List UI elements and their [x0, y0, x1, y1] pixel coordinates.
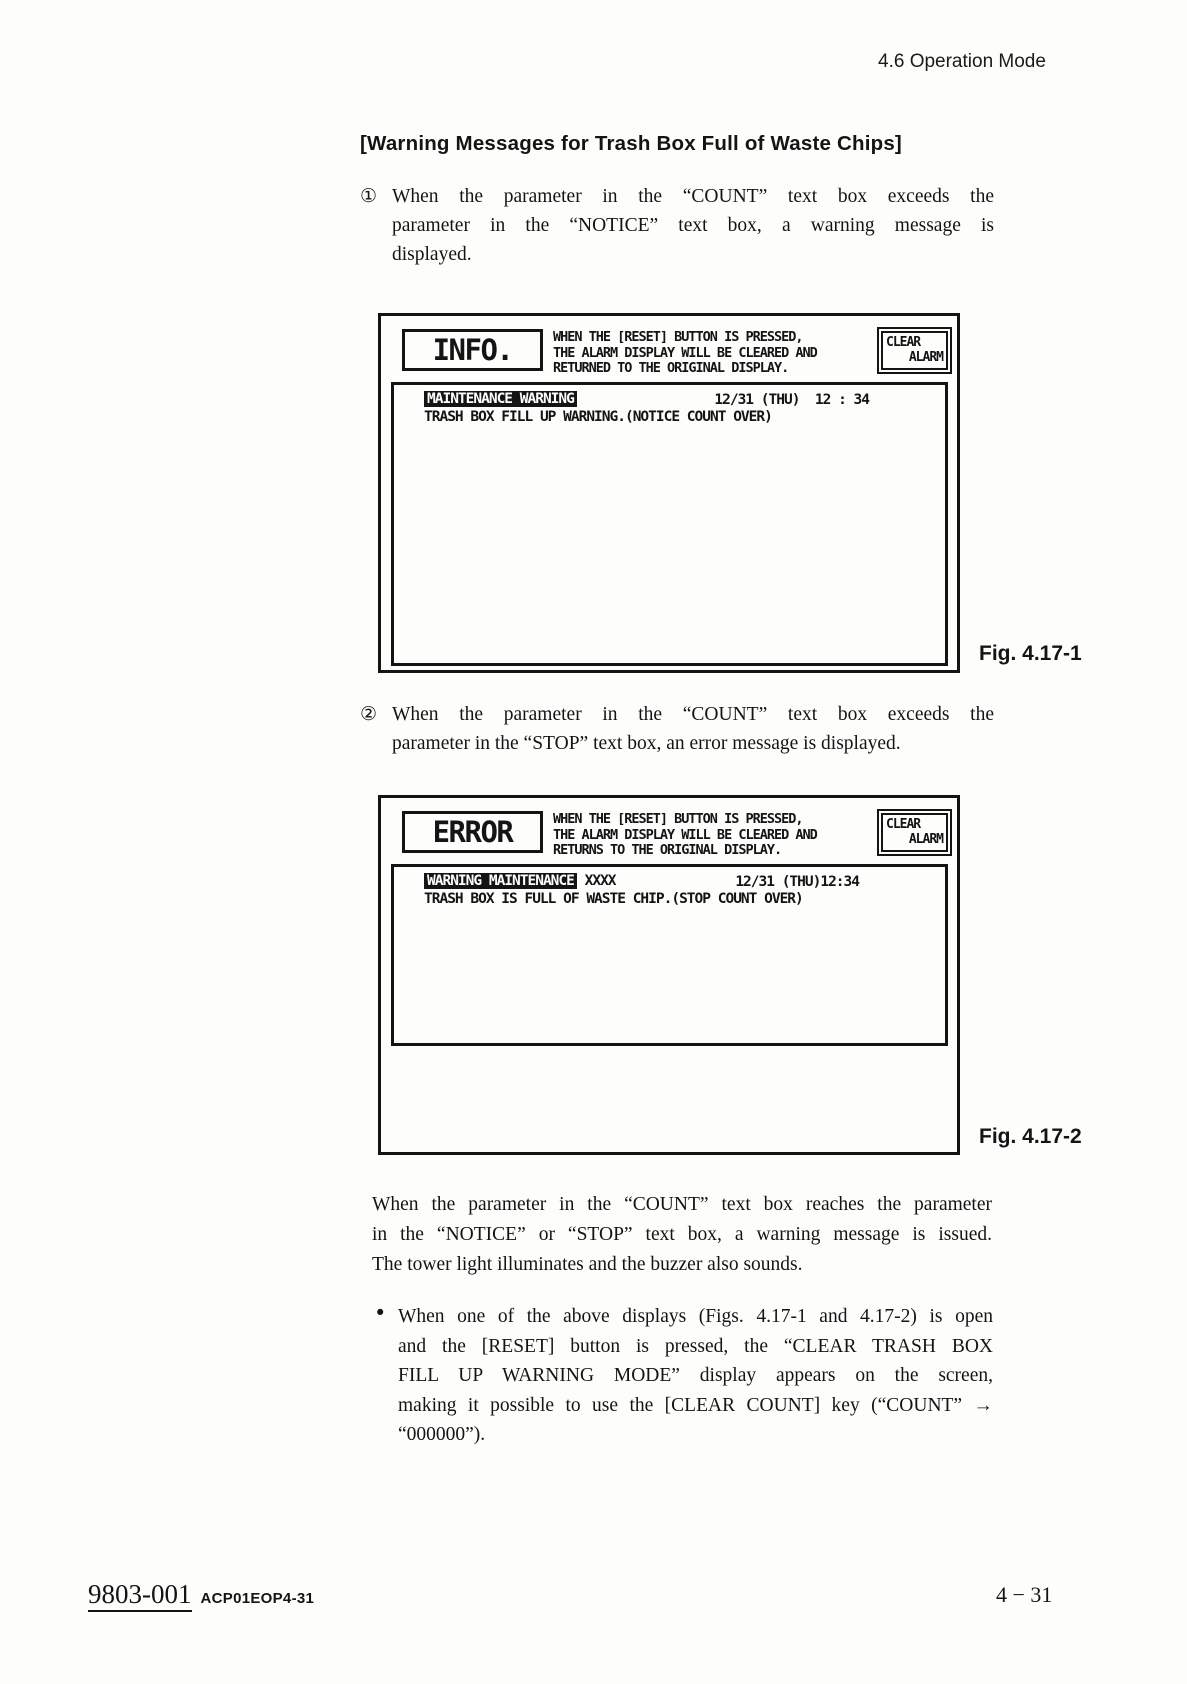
text-line: When the parameter in the “COUNT” text box exceeds the — [392, 186, 994, 207]
text-line: “000000”). — [398, 1424, 486, 1445]
datetime: 12/31 (THU) 12 : 34 — [714, 392, 869, 408]
message-area — [391, 382, 948, 666]
text-line: When the parameter in the “COUNT” text box reaches the parameter — [372, 1194, 992, 1215]
screen-header-text — [553, 812, 817, 859]
bullet-text — [398, 1302, 993, 1450]
screen-title-box — [402, 811, 543, 853]
text-line: THE ALARM DISPLAY WILL BE CLEARED AND — [553, 826, 817, 843]
text-line: WHEN THE [RESET] BUTTON IS PRESSED, — [553, 329, 803, 345]
closing-paragraph — [372, 1190, 992, 1280]
text-line: RETURNED TO THE ORIGINAL DISPLAY. — [553, 360, 789, 376]
clear-alarm-button-face — [881, 331, 948, 370]
bullet-item — [372, 1302, 993, 1450]
text-line: and the [RESET] button is pressed, the “CLEAR TRASH BOX — [398, 1335, 993, 1357]
footer-left — [88, 1579, 314, 1612]
screen-header-text — [553, 330, 817, 377]
item-number: ① — [360, 185, 378, 207]
text-line: When one of the above displays (Figs. 4.17-1 and 4.17-2) is open — [398, 1306, 993, 1327]
figure-caption-2: Fig. 4.17-2 — [979, 1125, 1082, 1148]
warning-tag: MAINTENANCE WARNING — [424, 391, 577, 407]
text-line: FILL UP WARNING MODE” display appears on the screen, — [398, 1365, 993, 1386]
text-line: making it possible to use the [CLEAR COUNT] key (“COUNT” → — [398, 1394, 993, 1416]
clear-alarm-label-bottom: ALARM — [908, 832, 943, 847]
clear-alarm-button-face — [881, 813, 948, 852]
item-text — [392, 700, 994, 758]
text-line: When the parameter in the “COUNT” text box exceeds the — [392, 704, 994, 725]
numbered-item-2 — [360, 700, 994, 758]
item-number: ② — [360, 703, 378, 725]
document-number: 9803-001 — [88, 1579, 192, 1612]
text-line: parameter in the “NOTICE” text box, a warning message is — [392, 215, 994, 236]
page-number: 4 − 31 — [996, 1582, 1053, 1607]
clear-alarm-button[interactable] — [877, 327, 952, 374]
text-line: The tower light illuminates and the buzzer also sounds. — [372, 1254, 803, 1275]
screen-title: ERROR — [432, 815, 513, 849]
warning-tag: WARNING MAINTENANCE — [424, 873, 577, 889]
warning-tag-row — [424, 391, 577, 407]
text-line: THE ALARM DISPLAY WILL BE CLEARED AND — [553, 344, 817, 361]
warning-message: TRASH BOX FILL UP WARNING.(NOTICE COUNT OVER) — [424, 409, 772, 425]
screen-title: INFO. — [432, 333, 513, 367]
warning-tag-suffix: XXXX — [576, 873, 616, 889]
text-line: displayed. — [392, 244, 472, 265]
warning-tag-row — [424, 873, 616, 889]
bullet-icon: • — [374, 1301, 387, 1325]
section-header: 4.6 Operation Mode — [878, 51, 1046, 72]
figure-caption-1: Fig. 4.17-1 — [979, 642, 1082, 665]
numbered-item-1 — [360, 182, 994, 269]
text-line: RETURNS TO THE ORIGINAL DISPLAY. — [553, 842, 782, 858]
datetime: 12/31 (THU)12:34 — [735, 874, 859, 890]
error-screen — [378, 795, 960, 1155]
clear-alarm-label-bottom: ALARM — [908, 350, 943, 365]
document-code: ACP01EOP4-31 — [200, 1590, 315, 1607]
info-screen — [378, 313, 960, 673]
text-line: WHEN THE [RESET] BUTTON IS PRESSED, — [553, 811, 803, 827]
warning-message: TRASH BOX IS FULL OF WASTE CHIP.(STOP COUNT OVER) — [424, 891, 803, 907]
item-text — [392, 182, 994, 269]
clear-alarm-label-top: CLEAR — [886, 335, 921, 350]
text-line: parameter in the “STOP” text box, an error message is displayed. — [392, 733, 901, 754]
clear-alarm-label-top: CLEAR — [886, 817, 921, 832]
clear-alarm-button[interactable] — [877, 809, 952, 856]
message-area — [391, 864, 948, 1046]
screen-title-box — [402, 329, 543, 371]
text-line: in the “NOTICE” or “STOP” text box, a warning message is issued. — [372, 1224, 992, 1245]
page-title: [Warning Messages for Trash Box Full of Waste Chips] — [360, 132, 902, 155]
